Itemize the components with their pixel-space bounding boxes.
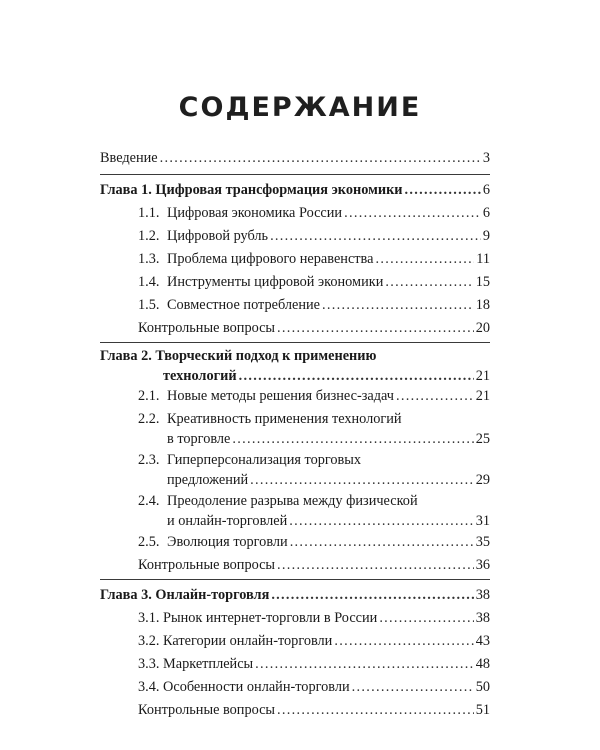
questions-label: Контрольные вопросы [138, 557, 276, 573]
section-number: 1.5. [138, 297, 160, 313]
toc-chapter-2[interactable] [100, 346, 490, 386]
page-number: 35 [475, 534, 490, 550]
section-title: Совместное потребление [167, 297, 321, 313]
questions-label: Контрольные вопросы [138, 702, 276, 718]
page-number: 20 [475, 320, 490, 336]
leader-dots [250, 470, 474, 490]
chapter-title-cont: технологий [163, 368, 237, 384]
section-title: Цифровая экономика России [167, 205, 343, 221]
chapter-title: Глава 3. Онлайн-торговля [100, 587, 270, 603]
leader-dots [232, 429, 473, 449]
leader-dots [379, 608, 473, 628]
toc-section[interactable] [100, 631, 490, 651]
section-number: 3.3. [138, 656, 160, 672]
toc-intro[interactable] [100, 148, 490, 168]
leader-dots [344, 203, 481, 223]
page-number: 43 [475, 633, 490, 649]
page-number: 29 [475, 472, 490, 488]
section-title: Рынок интернет-торговли в России [163, 610, 378, 626]
section-title: Новые методы решения бизнес-задач [167, 388, 394, 404]
page-number: 6 [482, 205, 490, 221]
section-number: 3.2. [138, 633, 160, 649]
page-number: 3 [482, 150, 490, 166]
toc-questions[interactable] [100, 318, 490, 338]
section-number: 2.1. [138, 388, 160, 404]
toc-section[interactable] [100, 608, 490, 628]
leader-dots [322, 295, 474, 315]
section-title: Маркетплейсы [163, 656, 254, 672]
toc-section[interactable] [100, 677, 490, 697]
leader-dots [277, 555, 474, 575]
section-number: 2.5. [138, 534, 160, 550]
section-title: Эволюция торговли [167, 534, 288, 550]
leader-dots [396, 386, 474, 406]
section-number: 1.3. [138, 251, 160, 267]
section-title: Креативность применения технологий [167, 411, 402, 427]
leader-dots [270, 226, 481, 246]
leader-dots [290, 532, 474, 552]
leader-dots [160, 148, 481, 168]
toc-section[interactable] [100, 226, 490, 246]
leader-dots [239, 366, 474, 386]
page-number: 50 [475, 679, 490, 695]
page-number: 48 [475, 656, 490, 672]
section-title: Гиперперсонализация торговых [167, 452, 362, 468]
toc-questions[interactable] [100, 555, 490, 575]
page-number: 51 [475, 702, 490, 718]
page-number: 38 [475, 587, 490, 603]
toc-section[interactable] [100, 249, 490, 269]
leader-dots [385, 272, 473, 292]
chapter-title: Глава 1. Цифровая трансформация экономики [100, 182, 403, 198]
page-number: 6 [482, 182, 490, 198]
chapter-title: Глава 2. Творческий подход к применению [100, 348, 377, 364]
toc-entry-label: Введение [100, 150, 158, 166]
section-number: 3.1. [138, 610, 160, 626]
section-title: Цифровой рубль [167, 228, 269, 244]
toc-section[interactable] [100, 272, 490, 292]
toc-section[interactable] [100, 409, 490, 449]
toc-chapter-1[interactable] [100, 180, 490, 200]
section-title-cont: в торговле [167, 431, 231, 447]
toc-section[interactable] [100, 295, 490, 315]
leader-dots [334, 631, 473, 651]
toc-questions[interactable] [100, 700, 490, 720]
page-number: 11 [476, 251, 490, 267]
leader-dots [289, 511, 473, 531]
page-number: 38 [475, 610, 490, 626]
leader-dots [352, 677, 474, 697]
section-number: 2.2. [138, 411, 160, 427]
toc-section[interactable] [100, 491, 490, 531]
section-title-cont: и онлайн-торговлей [167, 513, 288, 529]
leader-dots [405, 180, 481, 200]
questions-label: Контрольные вопросы [138, 320, 276, 336]
page-number: 21 [475, 368, 490, 384]
section-number: 3.4. [138, 679, 160, 695]
page-title: СОДЕРЖАНИЕ [178, 92, 422, 123]
section-title: Инструменты цифровой экономики [167, 274, 384, 290]
leader-dots [277, 700, 474, 720]
section-number: 1.1. [138, 205, 160, 221]
section-title: Особенности онлайн-торговли [163, 679, 350, 695]
toc-section[interactable] [100, 532, 490, 552]
leader-dots [271, 585, 473, 605]
section-title: Проблема цифрового неравенства [167, 251, 374, 267]
divider [100, 342, 490, 343]
section-number: 2.3. [138, 452, 160, 468]
page-number: 31 [475, 513, 490, 529]
section-number: 1.4. [138, 274, 160, 290]
leader-dots [277, 318, 474, 338]
page-number: 36 [475, 557, 490, 573]
section-number: 1.2. [138, 228, 160, 244]
toc-section[interactable] [100, 450, 490, 490]
toc-chapter-3[interactable] [100, 585, 490, 605]
toc-section[interactable] [100, 654, 490, 674]
section-number: 2.4. [138, 493, 160, 509]
toc-section[interactable] [100, 203, 490, 223]
section-title: Категории онлайн-торговли [163, 633, 333, 649]
leader-dots [375, 249, 474, 269]
divider [100, 579, 490, 580]
section-title-cont: предложений [167, 472, 249, 488]
page-number: 15 [475, 274, 490, 290]
toc-section[interactable] [100, 386, 490, 406]
page-number: 18 [475, 297, 490, 313]
leader-dots [255, 654, 474, 674]
section-title: Преодоление разрыва между физической [167, 493, 418, 509]
page-number: 21 [475, 388, 490, 404]
divider [100, 174, 490, 175]
page-number: 9 [482, 228, 490, 244]
page-number: 25 [475, 431, 490, 447]
